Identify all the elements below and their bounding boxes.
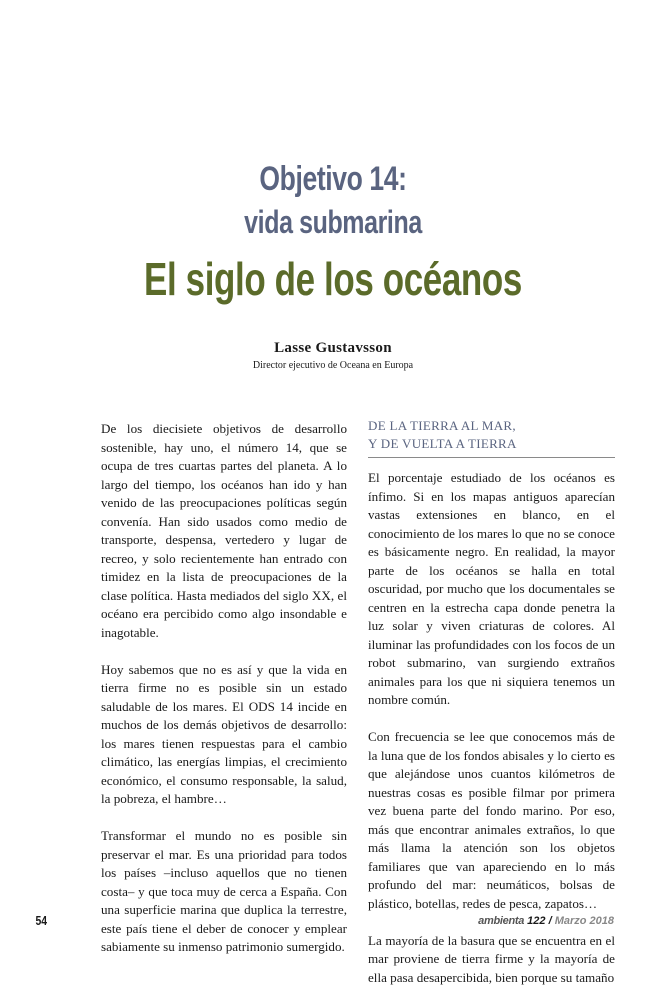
kicker-line-2: vida submarina	[244, 204, 422, 240]
page-number: 54	[35, 913, 48, 928]
paragraph: Hoy sabemos que no es así y que la vida en tierra firme no es posible sin un estado saludable de los mares. El ODS 14 incide en muchos de los demás objetivos de desarrollo: los mares tienen respuestas para el cambio climático, las energías limpias, el crecimiento económico, el consumo responsable, la salud, la pobreza, el hambre…	[101, 661, 347, 806]
magazine-name: ambienta	[478, 915, 525, 927]
paragraph: De los diecisiete objetivos de desarrollo sostenible, hay uno, el número 14, que se ocupa de tres cuartas partes del planeta. A lo largo del tiempo, los océanos han ido y han venido de las preocupaciones políticas según convenía. Han sido usados como medio de transporte, despensa, vertedero y lugar de recreo, y solo recientemente han entrado con timidez en la lista de preocupaciones de la clase política. Hasta mediados del siglo XX, el océano era percibido como algo insondable e inagotable.	[101, 421, 347, 640]
article-headline: El siglo de los océanos	[144, 253, 522, 305]
footer-masthead	[478, 915, 614, 927]
paragraph: El porcentaje estudiado de los océanos es ínfimo. Si en los mapas antiguos aparecían vastas extensiones en blanco, en el conocimiento de los mares lo que no se conoce es básicamente negro. En realidad, la mayor parte de los océanos se halla en total oscuridad, por mucho que los documentales se centren en la estrecha capa donde penetra la luz solar y viven criaturas de colores. Al iluminar las profundidades con los focos de un robot submarino, van surgiendo extraños animales para los que ni siquiera tenemos un nombre común.	[368, 470, 615, 707]
paragraph: Con frecuencia se lee que conocemos más de la luna que de los fondos abisales y lo cierto es que alejándose unos cuantos kilómetros de nuestras cosas es posible filmar por primera vez buena parte del fondo marino. Por eso, más que encontrar animales extraños, lo que más llama la atención son los objetos familiares que van apareciendo en lo más profundo del mar: neumáticos, bolsas de plástico, botellas, redes de pesca, zapatos…	[368, 729, 615, 911]
author-name: Lasse Gustavsson	[274, 340, 392, 356]
left-column	[101, 420, 347, 975]
author-role: Director ejecutivo de Oceana en Europa	[252, 360, 414, 371]
section-heading	[368, 417, 615, 458]
paragraph: La mayoría de la basura que se encuentra en el mar proviene de tierra firme y la mayoría de ella pasa desapercibida, bien porque su tamaño	[368, 932, 615, 985]
issue-date: Marzo 2018	[554, 915, 614, 927]
kicker-line-1: Objetivo 14:	[259, 160, 407, 198]
section-heading-line-1: DE LA TIERRA AL MAR,	[368, 418, 516, 433]
issue-number: 122	[527, 915, 546, 927]
paragraph: Transformar el mundo no es posible sin preservar el mar. Es una prioridad para todos los países –incluso aquellos que no tienen costa– y que toca muy de cerca a España. Con una superficie marina que duplica la terrestre, este país tiene el deber de conocer y emplear sabiamente su inmenso patrimonio sumergido.	[101, 828, 347, 954]
section-heading-line-2: Y DE VUELTA A TIERRA	[368, 436, 517, 451]
footer-separator: /	[548, 915, 552, 927]
